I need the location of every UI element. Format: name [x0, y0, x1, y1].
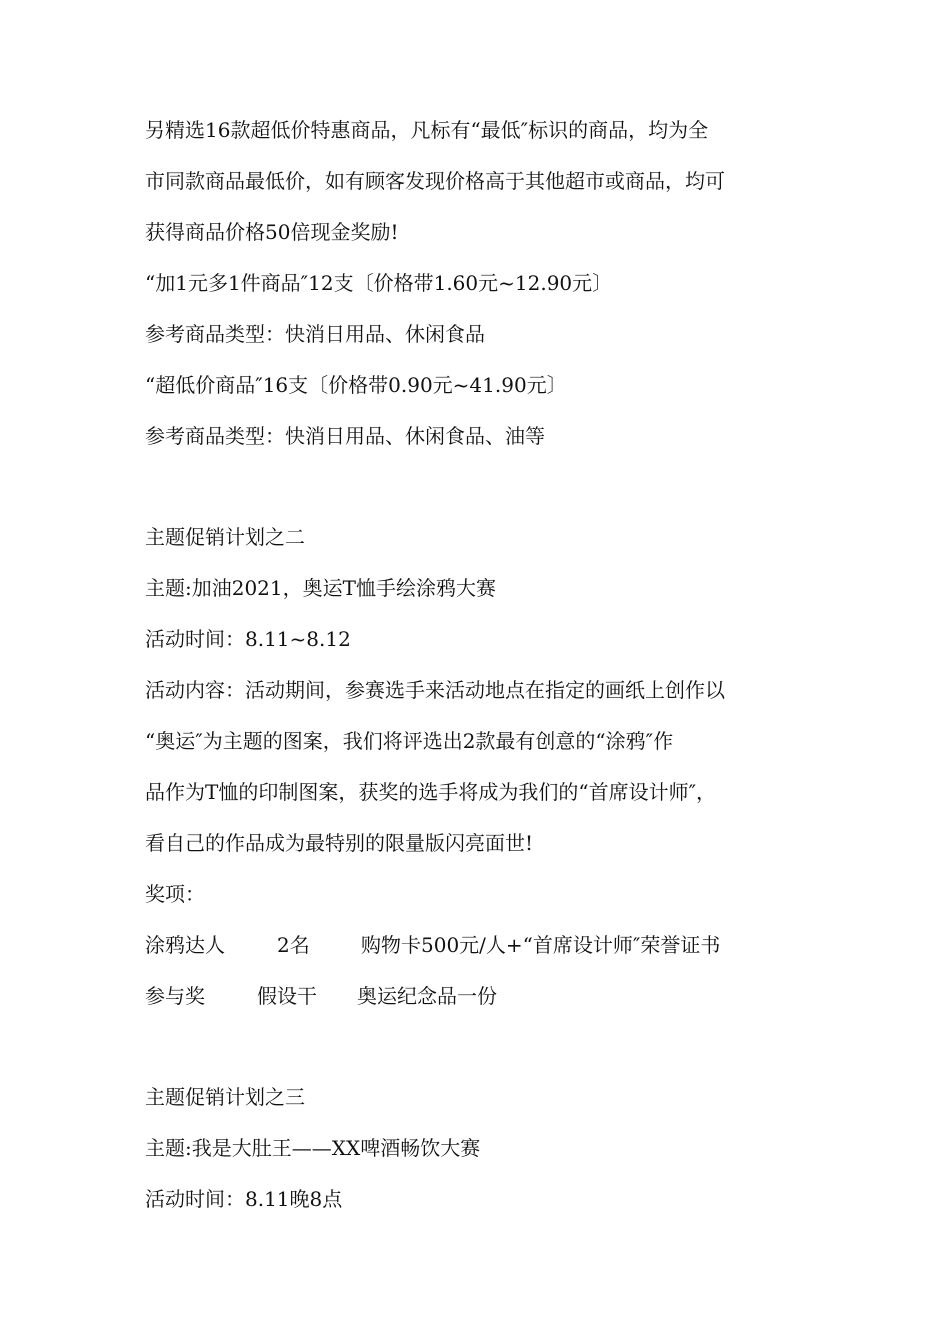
prize-count: 假设干: [257, 984, 317, 1008]
product-group-types-1: 参考商品类型：快消日用品、休闲食品: [145, 322, 485, 346]
plan2-theme: 主题:加油2021，奥运T恤手绘涂鸦大赛: [145, 576, 496, 600]
prize-count: 2名: [277, 933, 310, 957]
plan2-content-line-4: 看自己的作品成为最特别的限量版闪亮面世!: [145, 831, 534, 855]
plan3-time: 活动时间：8.11晚8点: [145, 1187, 343, 1211]
plan3-heading: 主题促销计划之三: [145, 1085, 305, 1109]
plan2-content-line-1: 活动内容：活动期间，参赛选手来活动地点在指定的画纸上创作以: [145, 678, 725, 702]
plan2-content-line-2: “奥运″为主题的图案，我们将评选出2款最有创意的“涂鸦″作: [145, 729, 674, 753]
prize-name: 涂鸦达人: [145, 933, 225, 957]
prize-reward: 奥运纪念品一份: [357, 984, 497, 1008]
prize-name: 参与奖: [145, 984, 205, 1008]
plan2-prizes-label: 奖项：: [145, 882, 205, 906]
plan3-theme: 主题:我是大肚王——XX啤酒畅饮大赛: [145, 1136, 481, 1160]
product-group-types-2: 参考商品类型：快消日用品、休闲食品、油等: [145, 424, 545, 448]
plan2-content-line-3: 品作为T恤的印制图案，获奖的选手将成为我们的“首席设计师″，: [145, 780, 717, 804]
plan2-heading: 主题促销计划之二: [145, 525, 305, 549]
product-group-title-2: “超低价商品″16支〔价格带0.90元~41.90元〕: [145, 373, 567, 397]
plan2-time: 活动时间：8.11~8.12: [145, 627, 351, 651]
product-group-title-1: “加1元多1件商品″12支〔价格带1.60元~12.90元〕: [145, 271, 613, 295]
prize-row-1: [145, 931, 720, 959]
prize-reward: 购物卡500元/人+“首席设计师″荣誉证书: [361, 933, 721, 957]
intro-line-2: 市同款商品最低价，如有顾客发现价格高于其他超市或商品，均可: [145, 169, 725, 193]
prize-row-2: [145, 982, 497, 1010]
intro-line-3: 获得商品价格50倍现金奖励!: [145, 220, 399, 244]
intro-line-1: 另精选16款超低价特惠商品，凡标有“最低″标识的商品，均为全: [145, 118, 709, 142]
